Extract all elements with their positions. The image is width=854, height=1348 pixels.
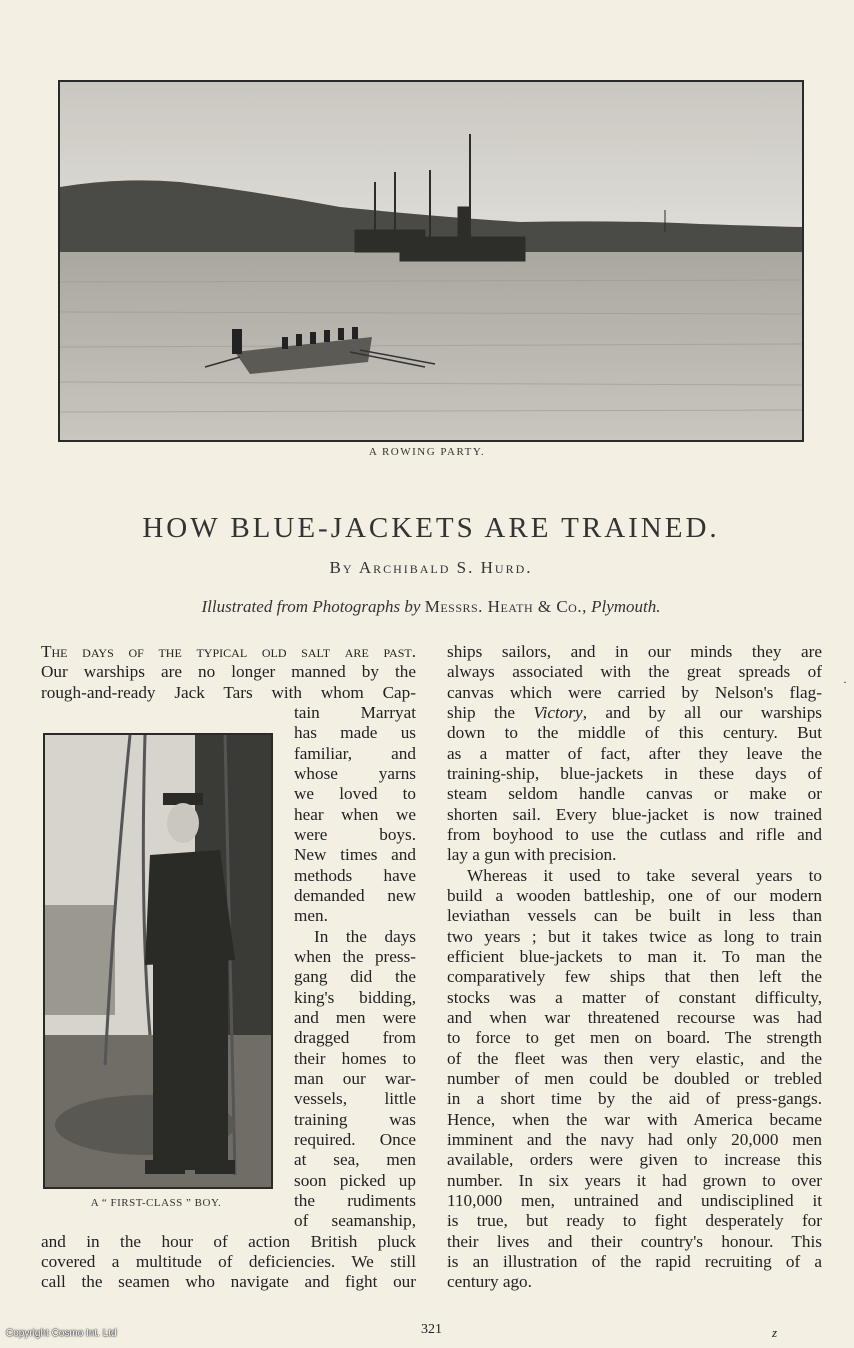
left-line-23: vessels, little bbox=[294, 1089, 416, 1108]
left-line-5: has made us bbox=[294, 723, 416, 742]
left-line-11: New times and bbox=[294, 845, 416, 864]
right-line-3: canvas which were carried by Nelson's flag- bbox=[447, 683, 822, 702]
left-line-22: man our war- bbox=[294, 1069, 416, 1088]
right-line-4: ship the Victory, and by all our warships bbox=[447, 703, 822, 722]
right-line-21: of the fleet was then very elastic, and the bbox=[447, 1049, 822, 1068]
ship-name-victory: Victory bbox=[533, 703, 583, 722]
right-line-6: as a matter of fact, after they leave the bbox=[447, 744, 822, 763]
left-line-2: Our warships are no longer manned by the bbox=[41, 662, 416, 681]
right-line-28: 110,000 men, untrained and undisciplined it bbox=[447, 1191, 822, 1210]
left-line-19: and men were bbox=[294, 1008, 416, 1027]
left-line-13: demanded new bbox=[294, 886, 416, 905]
article-byline: By Archibald S. Hurd. bbox=[329, 558, 533, 577]
right-line-22: number of men could be doubled or trebled bbox=[447, 1069, 822, 1088]
left-line-15: In the days bbox=[314, 927, 416, 946]
left-line-29: of seamanship, bbox=[294, 1211, 416, 1230]
right-line-5: down to the middle of this century. But bbox=[447, 723, 822, 742]
signature-mark: z bbox=[772, 1325, 778, 1340]
rowing-party-caption: A ROWING PARTY. bbox=[368, 446, 486, 458]
article-title: HOW BLUE-JACKETS ARE TRAINED. bbox=[142, 512, 720, 544]
right-line-31: is an illustration of the rapid recruiting of a bbox=[447, 1252, 822, 1271]
credit-prefix: Illustrated from Photographs by bbox=[201, 597, 421, 616]
left-line-32: call the seamen who navigate and fight our bbox=[41, 1272, 416, 1291]
margin-mark: · bbox=[843, 675, 847, 689]
right-line-10: from boyhood to use the cutlass and rifle and bbox=[447, 825, 822, 844]
right-line-20: to force to get men on board. The strength bbox=[447, 1028, 822, 1047]
first-class-boy-photo bbox=[43, 733, 273, 1189]
left-line-20: dragged from bbox=[294, 1028, 416, 1047]
left-line-9: hear when we bbox=[294, 805, 416, 824]
photo-credit bbox=[0, 597, 854, 617]
right-line-25: imminent and the navy had only 20,000 men bbox=[447, 1130, 822, 1149]
right-line-2: always associated with the great spreads of bbox=[447, 662, 822, 681]
left-line-17: gang did the bbox=[294, 967, 416, 986]
left-line-18: king's bidding, bbox=[294, 988, 416, 1007]
right-line-16: efficient blue-jackets to man it. To man the bbox=[447, 947, 822, 966]
right-line-19: and when war threatened recourse was had bbox=[447, 1008, 822, 1027]
right-line-23: in a short time by the aid of press-gangs. bbox=[447, 1089, 822, 1108]
right-line-32: century ago. bbox=[447, 1272, 532, 1291]
right-line-30: their lives and their country's honour. This bbox=[447, 1232, 822, 1251]
right-line-27: number. In six years it had grown to over bbox=[447, 1171, 822, 1190]
left-line-1: The days of the typical old salt are past. bbox=[41, 642, 416, 661]
right-line-11: lay a gun with precision. bbox=[447, 845, 617, 864]
right-line-18: stocks was a matter of constant difficulty, bbox=[447, 988, 822, 1007]
left-line-21: their homes to bbox=[294, 1049, 416, 1068]
left-line-4: tain Marryat bbox=[294, 703, 416, 722]
left-line-30: and in the hour of action British pluck bbox=[41, 1232, 416, 1251]
credit-names: Messrs. Heath & Co., bbox=[424, 597, 587, 616]
left-line-27: soon picked up bbox=[294, 1171, 416, 1190]
left-line-8: we loved to bbox=[294, 784, 416, 803]
credit-place: Plymouth. bbox=[591, 597, 661, 616]
right-line-1: ships sailors, and in our minds they are bbox=[447, 642, 822, 661]
right-line-7: training-ship, blue-jackets in these days of bbox=[447, 764, 822, 783]
right-line-24: Hence, when the war with America became bbox=[447, 1110, 822, 1129]
left-line-31: covered a multitude of deficiencies. We still bbox=[41, 1252, 416, 1271]
left-line-25: required. Once bbox=[294, 1130, 416, 1149]
first-class-boy-caption: A “ FIRST-CLASS ” BOY. bbox=[90, 1197, 222, 1209]
left-line-14: men. bbox=[294, 906, 328, 925]
left-line-6: familiar, and bbox=[294, 744, 416, 763]
right-line-9: shorten sail. Every blue-jacket is now trained bbox=[447, 805, 822, 824]
left-line-26: at sea, men bbox=[294, 1150, 416, 1169]
right-line-17: comparatively few ships that then left the bbox=[447, 967, 822, 986]
left-line-3: rough-and-ready Jack Tars with whom Cap- bbox=[41, 683, 416, 702]
right-line-12: Whereas it used to take several years to bbox=[467, 866, 822, 885]
right-line-29: is true, but ready to fight desperately for bbox=[447, 1211, 822, 1230]
right-line-8: steam seldom handle canvas or make or bbox=[447, 784, 822, 803]
left-line-10: were boys. bbox=[294, 825, 416, 844]
rowing-party-photo bbox=[58, 80, 804, 442]
right-line-14: leviathan vessels can be built in less than bbox=[447, 906, 822, 925]
right-line-15: two years ; but it takes twice as long to train bbox=[447, 927, 822, 946]
left-line-28: the rudiments bbox=[294, 1191, 416, 1210]
left-line-16: when the press- bbox=[294, 947, 416, 966]
right-line-26: available, orders were given to increase this bbox=[447, 1150, 822, 1169]
left-line-24: training was bbox=[294, 1110, 416, 1129]
copyright-watermark: Copyright Cosmo Int. Ltd bbox=[6, 1328, 117, 1339]
left-line-7: whose yarns bbox=[294, 764, 416, 783]
left-line-12: methods have bbox=[294, 866, 416, 885]
right-line-13: build a wooden battleship, one of our modern bbox=[447, 886, 822, 905]
page-number: 321 bbox=[421, 1322, 442, 1337]
